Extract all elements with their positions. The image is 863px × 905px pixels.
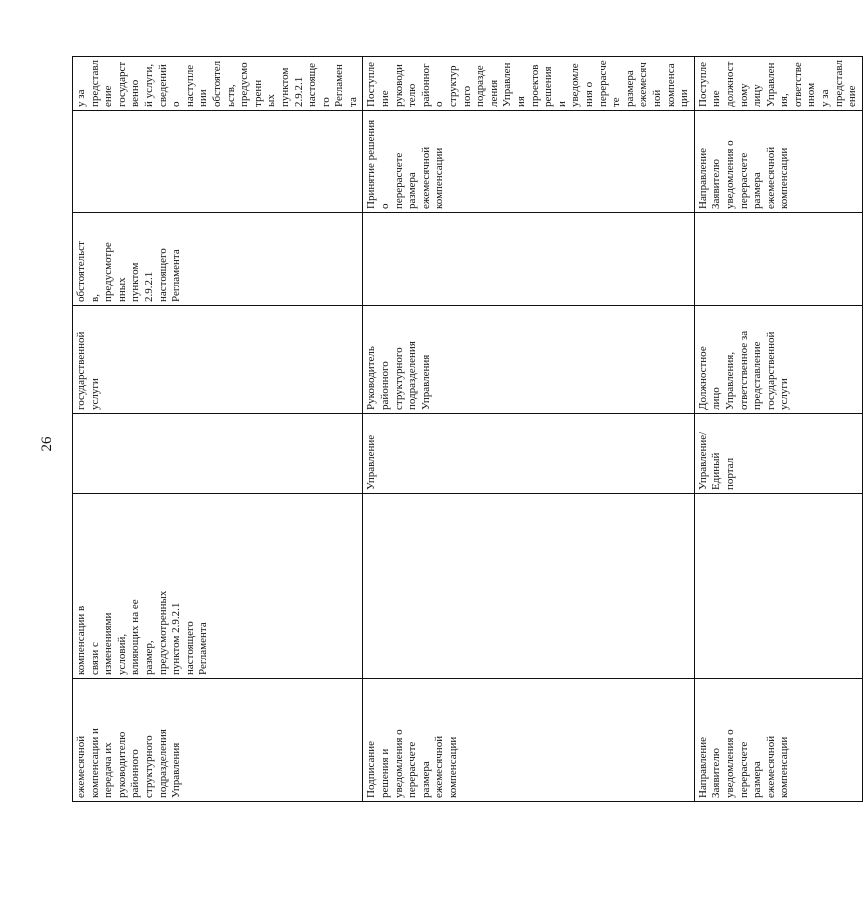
- table-cell: [363, 213, 694, 306]
- table-cell: государственной услуги: [73, 306, 363, 414]
- table-cell: Поступление руководителю районного структурного подразделения Управления проектов решения и уведомления о перерасчете размера ежемесячной компенсации: [363, 57, 694, 111]
- table-cell: [694, 494, 862, 679]
- table-row: [363, 57, 694, 802]
- table-cell: [73, 414, 363, 494]
- table-cell: ежемесячной компенсации и передача их руководителю районного структурного подразделения Управления: [73, 679, 363, 802]
- procedure-table-container: [72, 57, 859, 802]
- table-cell: Должностное лицо Управления, ответственное за представление государственной услуги: [694, 306, 862, 414]
- table-cell: Принятие решения о перерасчете размера ежемесячной компенсации: [363, 111, 694, 213]
- table-cell: Подписание решения и уведомления о перерасчете размера ежемесячной компенсации: [363, 679, 694, 802]
- table-cell: [73, 111, 363, 213]
- table-cell: [694, 213, 862, 306]
- table-cell: Руководитель районного структурного подразделения Управления: [363, 306, 694, 414]
- table-cell: Поступление должностному лицу Управления, ответственном у за представление: [694, 57, 862, 111]
- table-cell: у за представление государственно й услуги, сведений о наступлении обстоятельств, предусмотренн ых пунктом 2.9.2.1 настоящего Регламента: [73, 57, 363, 111]
- table-cell: Направление Заявителю уведомления о перерасчете размера ежемесячной компенсации: [694, 679, 862, 802]
- page-number: 26: [39, 436, 55, 452]
- table-cell: Управление/ Единый портал: [694, 414, 862, 494]
- table-row: [73, 57, 363, 802]
- table-cell: компенсации в связи с изменениями условий, влияющих на ее размер, предусмотренных пунктом 2.9.2.1 настоящего Регламента: [73, 494, 363, 679]
- procedure-table: [72, 56, 863, 802]
- table-cell: Управление: [363, 414, 694, 494]
- table-cell: обстоятельст в, предусмотре нных пунктом 2.9.2.1 настоящего Регламента: [73, 213, 363, 306]
- table-cell: [363, 494, 694, 679]
- table-row: [694, 57, 862, 802]
- table-cell: Направление Заявителю уведомления о перерасчете размера ежемесячной компенсации: [694, 111, 862, 213]
